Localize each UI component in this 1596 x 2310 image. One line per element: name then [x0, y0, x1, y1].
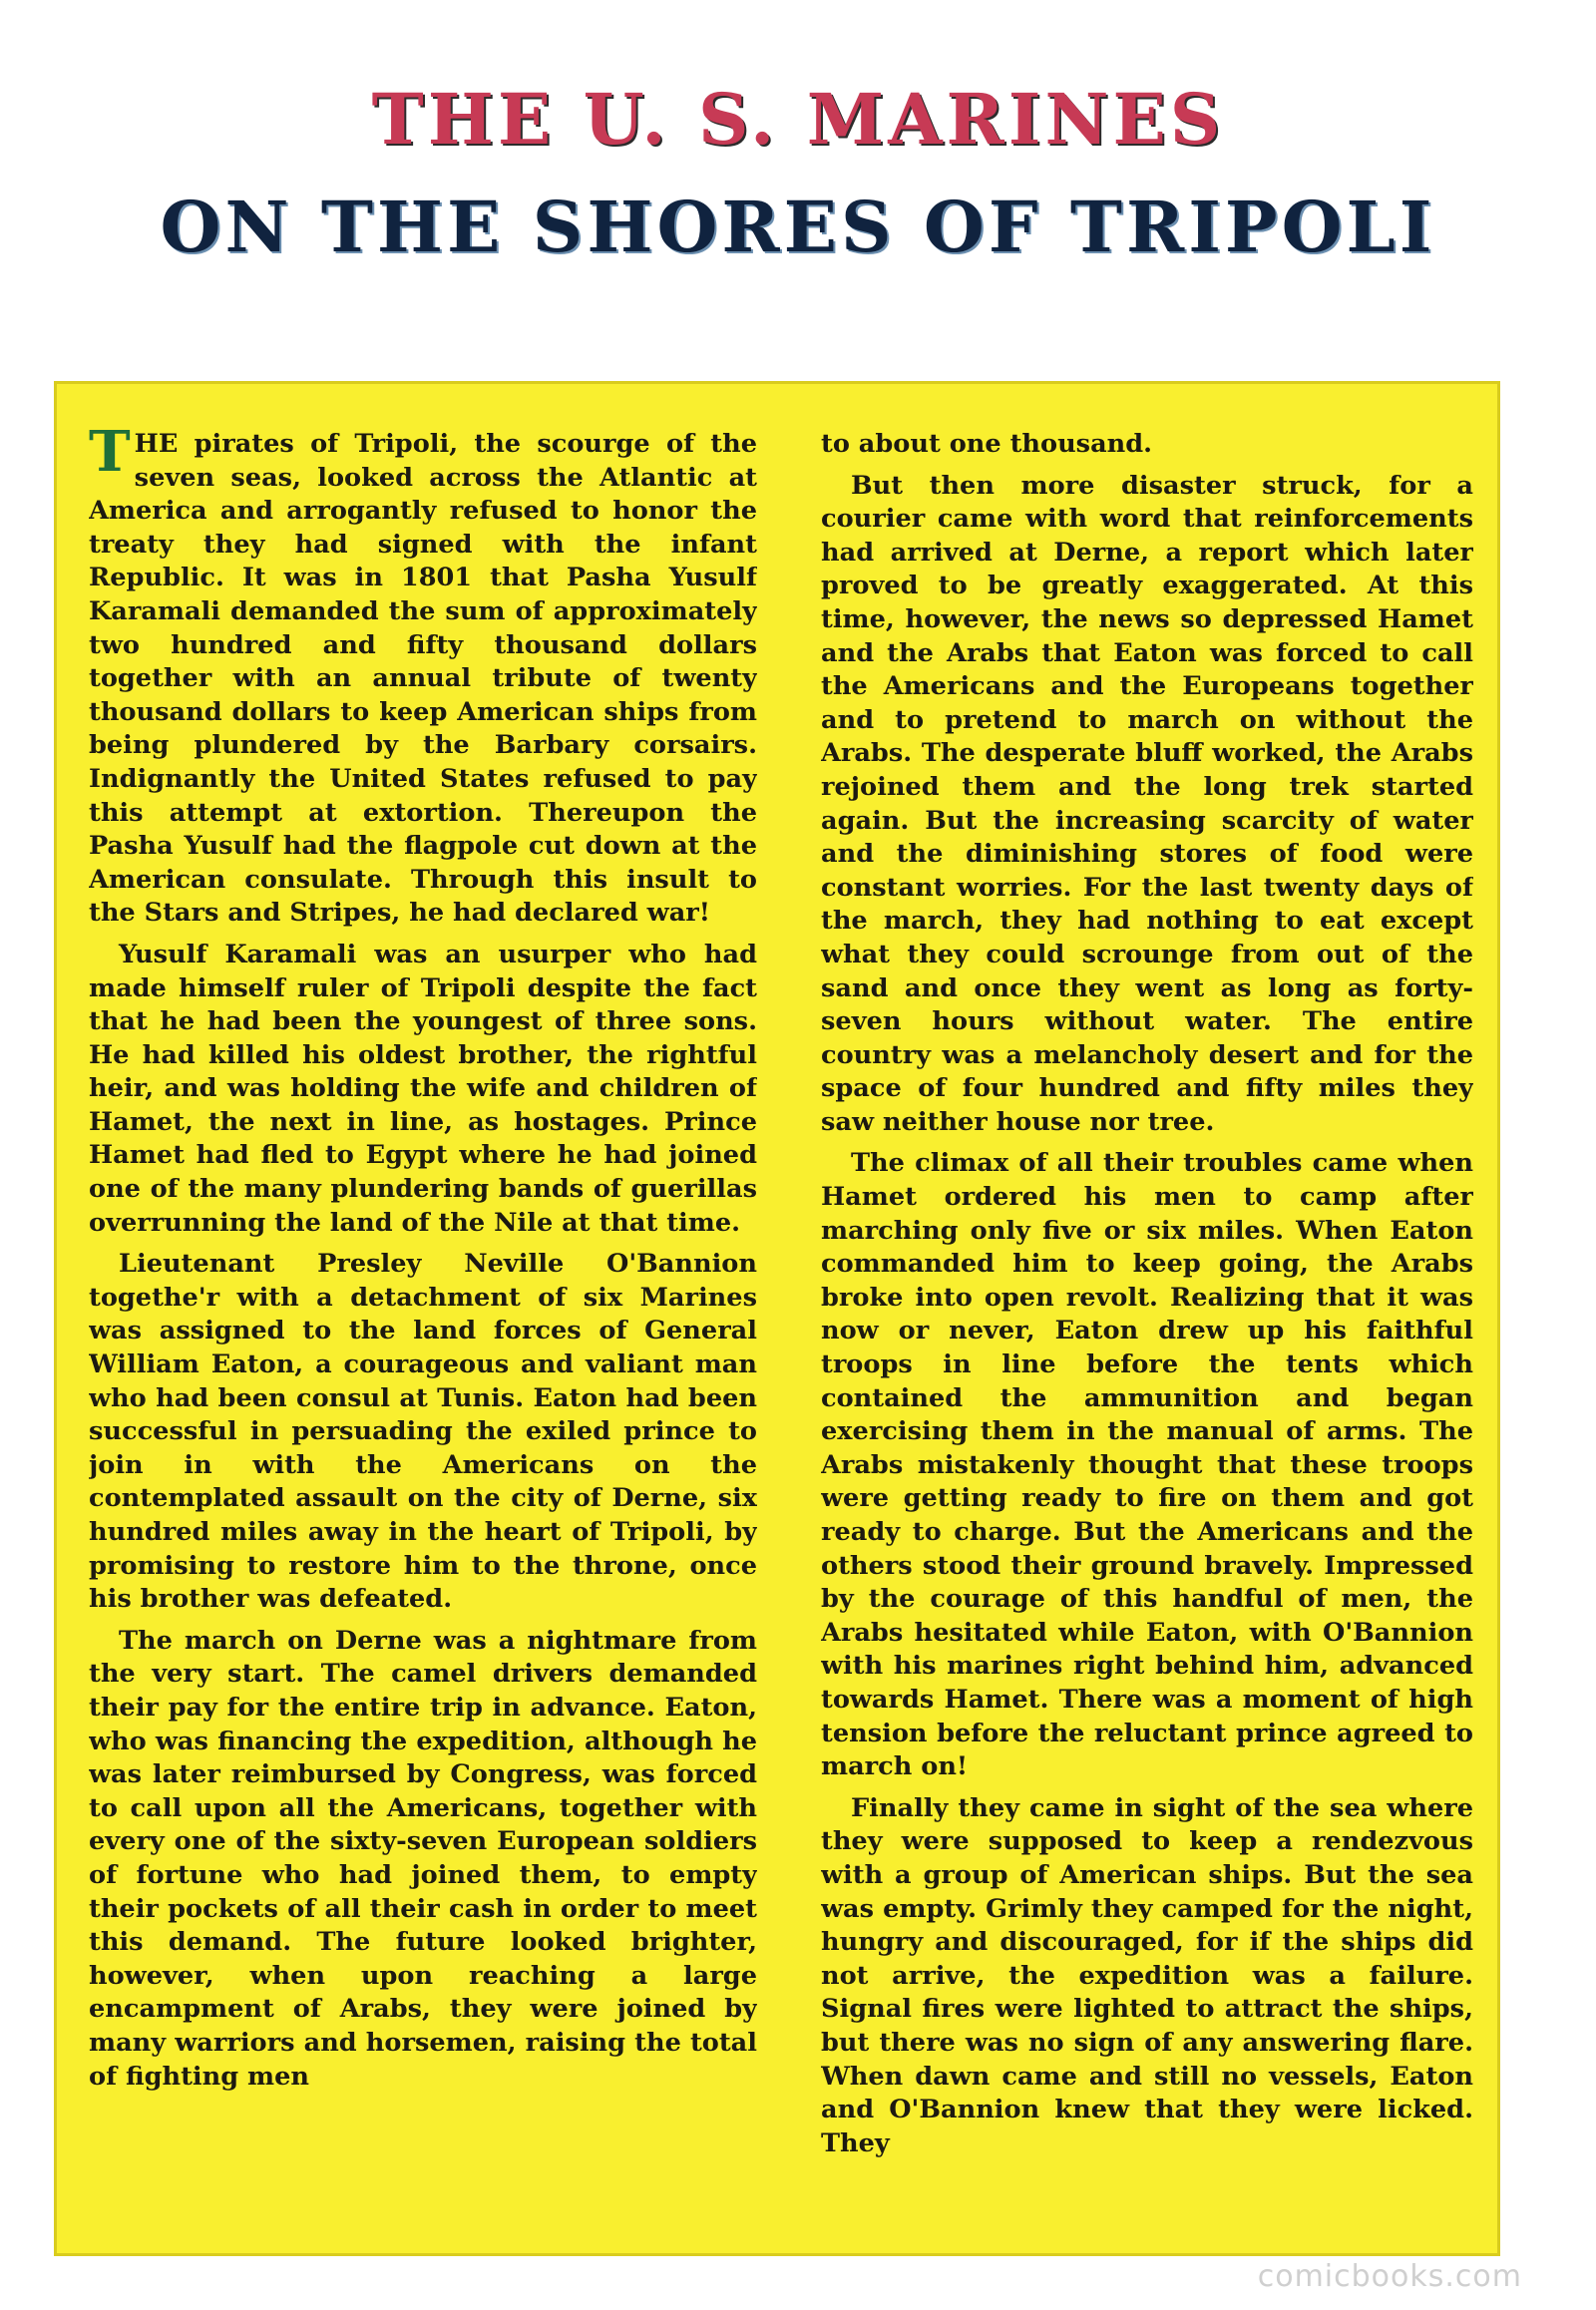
title-line-2: ON THE SHORES OF TRIPOLI [160, 186, 1436, 268]
article-column-right [821, 428, 1473, 2223]
watermark: comicbooks.com [1257, 2259, 1522, 2294]
article-panel [54, 381, 1500, 2256]
paragraph: But then more disaster struck, for a courier came with word that reinforcements had arrived at Derne, a report which later proved to be greatly exaggerated. At this time, however, the news so depressed Hamet and the Arabs that Eaton was forced to call the Americans and the Europeans together and to pretend to march on without the Arabs. The desperate bluff worked, the Arabs rejoined them and the long trek started again. But the increasing scarcity of water and the diminishing stores of food were constant worries. For the last twenty days of the march, they had nothing to eat except what they could scrounge from out of the sand and once they went as long as forty-seven hours without water. The entire country was a melancholy desert and for the space of four hundred and fifty miles they saw neither house nor tree. [821, 470, 1473, 1137]
paragraph: The march on Derne was a nightmare from the very start. The camel drivers demanded their pay for the entire trip in advance. Eaton, who was financing the expedition, although he was later reimbursed by Congress, was forced to call upon all the Americans, together with every one of the sixty-seven European soldiers of fortune who had joined them, to empty their pockets of all their cash in order to meet this demand. The future looked brighter, however, when upon reaching a large encampment of Arabs, they were joined by many warriors and horsemen, raising the total of fighting men [89, 1625, 757, 2092]
paragraph: Finally they came in sight of the sea where they were supposed to keep a rendezvous with a group of American ships. But the sea was empty. Grimly they camped for the night, hungry and discouraged, for if the ships did not arrive, the expedition was a failure. Signal fires were lighted to attract the ships, but there was no sign of any answering flare. When dawn came and still no vessels, Eaton and O'Bannion knew that they were licked. They [821, 1792, 1473, 2158]
drop-cap: T [89, 428, 131, 485]
paragraph: The climax of all their troubles came when Hamet ordered his men to camp after marching only five or six miles. When Eaton commanded him to keep going, the Arabs broke into open revolt. Realizing that it was now or never, Eaton drew up his faithful troops in line before the tents which contained the ammunition and began exercising them in the manual of arms. The Arabs mistakenly thought that these troops were getting ready to fire on them and got ready to charge. But the Americans and the others stood their ground bravely. Impressed by the courage of this handful of men, the Arabs hesitated while Eaton, with O'Bannion with his marines right behind him, advanced towards Hamet. There was a moment of high tension before the reluctant prince agreed to march on! [821, 1148, 1473, 1782]
paragraph-text: HE pirates of Tripoli, the scourge of the seven seas, looked across the Atlantic at America and arrogantly refused to honor the treaty they had signed with the infant Republic. It was in 1801 that Pasha Yusulf Karamali demanded the sum of approximately two hundred and fifty thousand dollars together with an annual tribute of twenty thousand dollars to keep American ships from being plundered by the Barbary corsairs. Indignantly the United States refused to pay this attempt at extortion. Thereupon the Pasha Yusulf had the flagpole cut down at the American consulate. Through this insult to the Stars and Stripes, he had declared war! [89, 429, 757, 929]
paragraph-continued: to about one thousand. [821, 429, 1153, 459]
article-column-left [89, 428, 757, 2223]
paragraph: Yusulf Karamali was an usurper who had made himself ruler of Tripoli despite the fact that he had been the youngest of three sons. He had killed his oldest brother, the rightful heir, and was holding the wife and children of Hamet, the next in line, as hostages. Prince Hamet had fled to Egypt where he had joined one of the many plundering bands of guerillas overrunning the land of the Nile at that time. [89, 939, 757, 1238]
paragraph: Lieutenant Presley Neville O'Bannion togethe'r with a detachment of six Marines was assigned to the land forces of General William Eaton, a courageous and valiant man who had been consul at Tunis. Eaton had been successful in persuading the exiled prince to join in with the Americans on the contemplated assault on the city of Derne, six hundred miles away in the heart of Tripoli, by promising to restore him to the throne, once his brother was defeated. [89, 1249, 757, 1615]
paragraph [89, 428, 757, 931]
title-block [0, 70, 1596, 277]
title-line-1: THE U. S. MARINES [371, 78, 1225, 161]
